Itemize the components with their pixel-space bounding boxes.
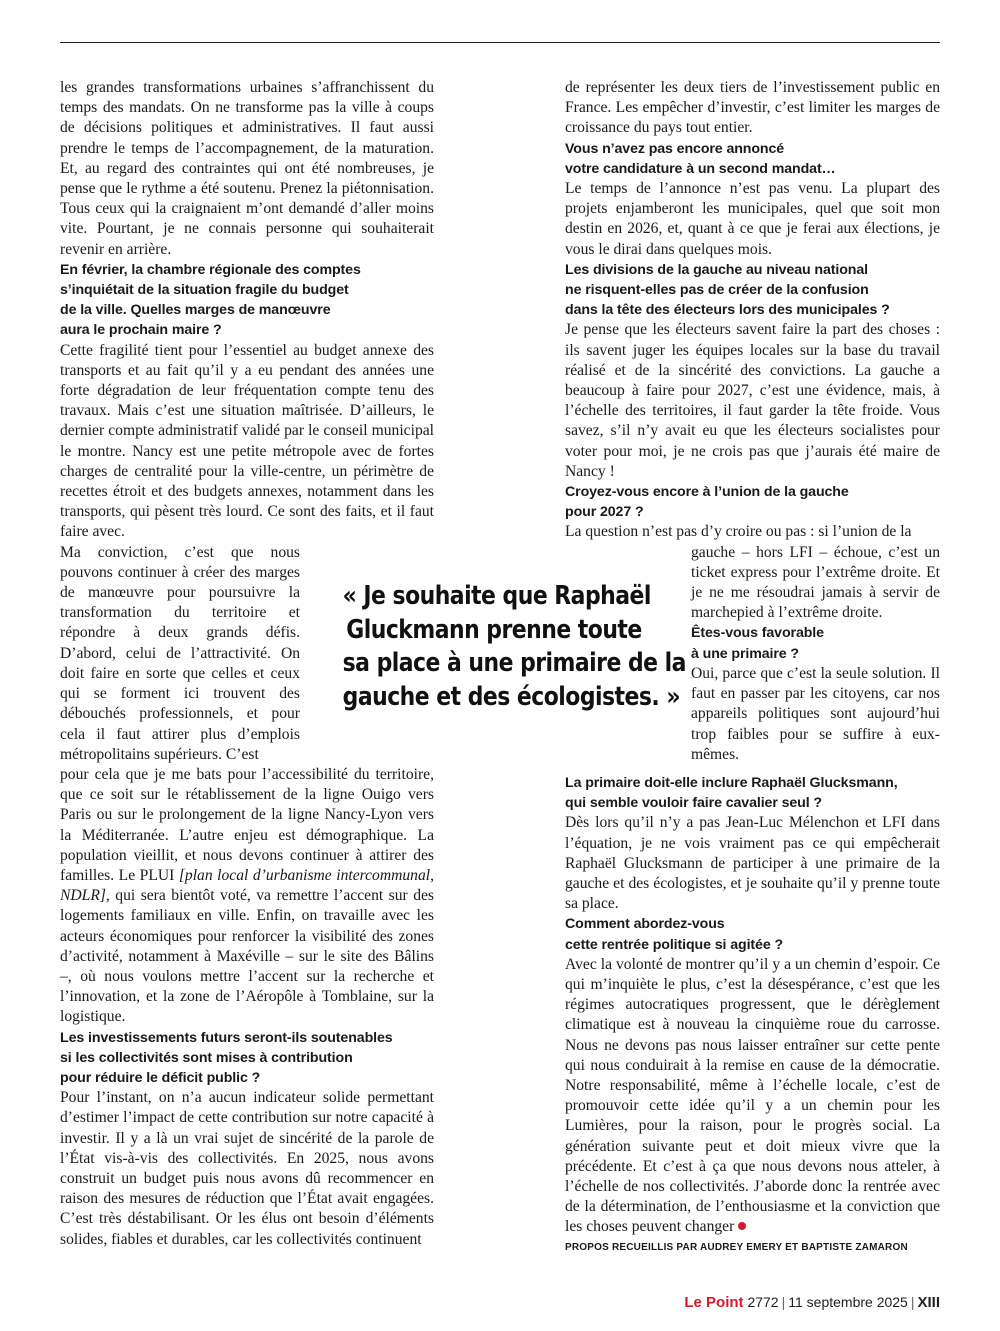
byline-credit: PROPOS RECUEILLIS PAR AUDREY EMERY ET BAPTISTE ZAMARON	[565, 1241, 908, 1253]
question-heading: Croyez-vous encore à l’union de la gauche pour 2027 ?	[565, 484, 849, 521]
editor-note: [plan local d’urbanisme intercommunal, NDLR],	[60, 866, 434, 905]
end-mark-icon	[738, 1222, 746, 1230]
answer-paragraph-narrow: Ma conviction, c’est que nous pouvons continuer à créer des marges de manœuvre pour poursuivre la transformation du territoire et répondre à deux grands défis. D’abord, celui de l’attractivité. On doit faire en sorte que celles et ceux qui se forment ici trouvent des débouchés professionnels, et pour cela il faut attirer plus d’emplois métropolitains supérieurs. C’est	[60, 543, 300, 763]
question-heading: La primaire doit-elle inclure Raphaël Glucksmann, qui semble vouloir faire cavalier seul ?	[565, 774, 898, 812]
answer-paragraph: Avec la volonté de montrer qu’il y a un chemin d’espoir. Ce qui m’inquiète le plus, c’est la désespérance, c’est que les régimes autocratiques progressent, que le dérèglement climatique est à nouveau la cinquième roue du carrosse. Nous ne devons pas nous laisser entraîner sur cette pente qui nous conduirait à la remise en cause de la démocratie. Notre responsabilité, même à l’échelle locale, c’est de promouvoir cette idée qu’il y a un chemin pour les Lumières, pour la raison, pour le progrès social. La génération suivante peut et doit mieux vivre que la précédente. Et c’est à ça que nous devons nous atteler, à l’échelle de nos collectivités. J’aborde donc la rentrée avec de la détermination, de l’enthousiasme et la conviction que les choses peuvent changer	[565, 955, 940, 1236]
question-heading: En février, la chambre régionale des comptes s’inquiétait de la situation fragile du budget de la ville. Quelles marges de manœuvre aura le prochain maire ?	[60, 261, 361, 339]
pull-quote: « Je souhaite que Raphaël Gluckmann prenne toute sa place à une primaire de la gauche et des écologistes. »	[342, 581, 686, 712]
page-number: XIII	[917, 1294, 940, 1311]
answer-paragraph-narrow: Oui, parce que c’est la seule solution. Il faut en passer par les citoyens, car nos appareils politiques sont aujourd’hui trop faibles pour se suffire à eux-mêmes.	[691, 664, 940, 763]
answer-paragraph: pour cela que je me bats pour l’accessibilité du territoire, que ce soit sur le rétablissement de la ligne Ouigo vers Paris ou sur le prolongement de la ligne Nancy-Lyon vers la Méditerranée. L’autre enjeu est démographique. La population vieillit, et nous devons continuer à attirer des familles. Le PLUI [plan local d’urbanisme intercommunal, NDLR], qui sera bientôt voté, va remettre l’accent sur des logements familiaux en ville. Enfin, on travaille avec les acteurs économiques pour renforcer la visibilité des zones d’activité, notamment à Maxéville – sur le site des Bâlins –, où nous voulons mettre l’accent sur la recherche et l’innovation, et la zone de l’Aéropôle à Tomblaine, sur la logistique.	[60, 765, 434, 1026]
page-footer: Le Point 2772 | 11 septembre 2025 | XIII	[684, 1294, 940, 1311]
answer-paragraph-narrow: gauche – hors LFI – échoue, c’est un ticket express pour l’extrême droite. Et je ne me résoudrai jamais à servir de marchepied à l’extrême droite.	[691, 543, 940, 622]
magazine-brand: Le Point	[684, 1294, 744, 1311]
top-rule	[60, 42, 940, 43]
answer-paragraph: Dès lors qu’il n’y a pas Jean-Luc Mélenchon et LFI dans l’équation, je ne vois vraiment pas ce qui empêcherait Raphaël Glucksmann de participer à une primaire de la gauche et des écologistes, et je souhaite qu’il y prenne toute sa place.	[565, 814, 940, 913]
question-heading: Comment abordez-vous cette rentrée politique si agitée ?	[565, 916, 784, 953]
answer-paragraph: Pour l’instant, on n’a aucun indicateur solide permettant d’estimer l’impact de cette contribution sur notre capacité à investir. Il y a là un vrai sujet de sincérité de la parole de l’État vis-à-vis des collectivités. En 2025, nous avons construit un budget puis nous avons dû recommencer en raison des mesures de réduction que l’État avait engagées. C’est très déstabilisant. Or les élus ont besoin d’éléments solides, fiables et durables, car les collectivités continuent	[60, 1089, 434, 1248]
issue-date: 11 septembre 2025	[788, 1294, 908, 1310]
question-heading: Les investissements futurs seront-ils soutenables si les collectivités sont mises à contribution pour réduire le déficit public ?	[60, 1029, 393, 1086]
question-heading: Êtes-vous favorable à une primaire ?	[691, 625, 824, 662]
answer-paragraph: La question n’est pas d’y croire ou pas : si l’union de la	[565, 523, 912, 541]
issue-number: 2772	[747, 1294, 779, 1310]
answer-paragraph: Le temps de l’annonce n’est pas venu. La plupart des projets enjamberont les municipales, quel que soit mon destin en 2026, et, quant à ce que je ferai aux élections, je vous le dirai dans quelques mois.	[565, 180, 940, 258]
question-heading: Les divisions de la gauche au niveau national ne risquent-elles pas de créer de la confusion dans la tête des électeurs lors des municipales ?	[565, 261, 890, 319]
answer-paragraph: les grandes transformations urbaines s’affranchissent du temps des mandats. On ne transforme pas la ville à coups de décisions politiques et administratives. Il faut aussi prendre le temps de l’accompagnement, de la maturation. Et, au regard des contraintes qui ont été nombreuses, je pense que le rythme a été soutenu. Prenez la piétonnisation. Tous ceux qui la craignaient m’ont demandé d’aller moins vite. Pourtant, je ne connais personne qui souhaiterait revenir en arrière.	[60, 79, 434, 258]
question-heading: Vous n’avez pas encore annoncé votre candidature à un second mandat…	[565, 140, 836, 177]
answer-paragraph: Je pense que les électeurs savent faire la part des choses : ils savent juger les équipes locales sur la base du travail réalisé et de la sincérité des convictions. La gauche a beaucoup à faire pour 2027, c’est une évidence, mais, à l’échelle des territoires, il faut garder la tête froide. Vous savez, s’il n’y avait eu que les électeurs socialistes pour voter pour moi, je ne crois pas que j’aurais été maire de Nancy !	[565, 321, 940, 480]
answer-paragraph: de représenter les deux tiers de l’investissement public en France. Les empêcher d’investir, c’est limiter les marges de croissance du pays tout entier.	[565, 79, 940, 137]
answer-paragraph: Cette fragilité tient pour l’essentiel au budget annexe des transports et au fait qu’il y a eu pendant des années une forte dégradation de leur fréquentation compte tenu des travaux. Mais c’est une situation maîtrisée. D’ailleurs, le dernier compte administratif validé par le conseil municipal le montre. Nancy est une petite métropole avec de fortes charges de centralité pour la ville-centre, un périmètre de recettes étroit et des budgets annexes, notamment dans les transports, qui pèsent très lourd. Ce sont des faits, et il faut faire avec.	[60, 341, 434, 541]
